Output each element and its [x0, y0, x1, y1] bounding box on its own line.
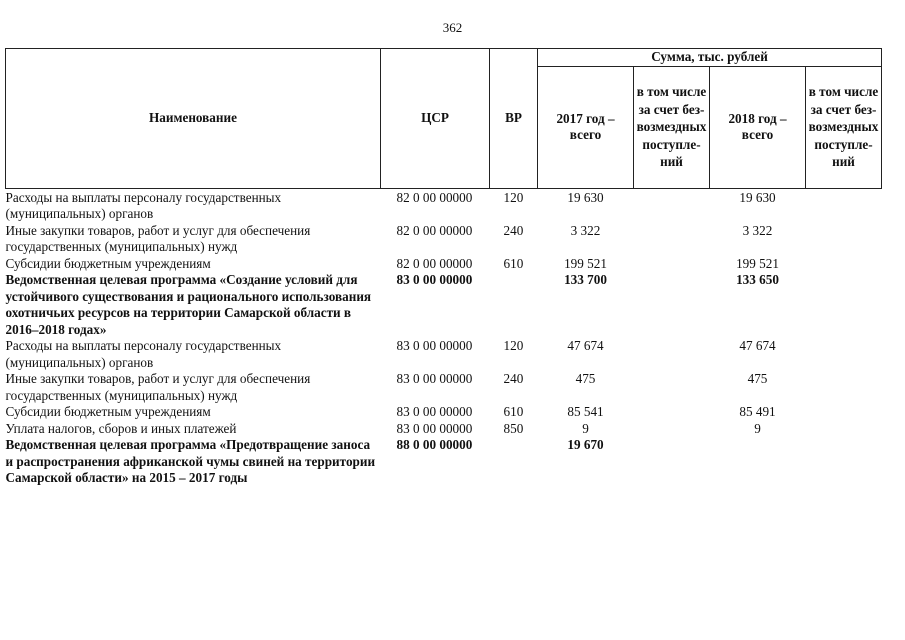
table-row	[6, 188, 882, 223]
row-2018-gratuitous	[806, 188, 882, 223]
table-body	[6, 188, 882, 487]
header-vr: ВР	[490, 49, 538, 189]
header-csr: ЦСР	[381, 49, 490, 189]
row-2018-gratuitous	[806, 256, 882, 273]
table-row	[6, 256, 882, 273]
row-2017-total: 3 322	[570, 222, 601, 238]
row-2017-gratuitous	[634, 421, 710, 438]
row-vr: 610	[503, 255, 524, 271]
page-number: 362	[442, 20, 463, 35]
table-row	[6, 223, 882, 256]
row-csr: 83 0 00 00000	[396, 338, 473, 353]
row-2018-total: 3 322	[742, 222, 773, 238]
row-2017-gratuitous	[634, 272, 710, 338]
row-2018-gratuitous	[806, 371, 882, 404]
row-2017-gratuitous	[634, 223, 710, 256]
row-vr: 240	[503, 371, 524, 386]
row-name: Расходы на выплаты персоналу государственных (муниципальных) органов	[5, 189, 282, 221]
row-name: Уплата налогов, сборов и иных платежей	[5, 420, 237, 436]
row-vr	[490, 272, 538, 338]
row-2017-total: 47 674	[567, 338, 604, 353]
row-2017-total: 19 630	[567, 189, 604, 205]
row-csr: 82 0 00 00000	[396, 189, 473, 205]
row-2017-gratuitous	[634, 371, 710, 404]
table-row	[6, 421, 882, 438]
table-row	[6, 371, 882, 404]
row-vr: 610	[503, 404, 524, 419]
header-name: Наименование	[6, 49, 381, 189]
row-2018-total	[710, 437, 806, 487]
table-header	[6, 49, 882, 189]
row-2017-total: 19 670	[567, 437, 604, 452]
row-2018-gratuitous	[806, 272, 882, 338]
row-name: Субсидии бюджетным учреждениям	[5, 255, 211, 271]
table-row	[6, 272, 882, 338]
row-csr: 83 0 00 00000	[396, 272, 473, 287]
row-2017-gratuitous	[634, 404, 710, 421]
row-2018-total: 475	[747, 371, 768, 386]
row-csr: 82 0 00 00000	[396, 255, 473, 271]
row-2018-total: 199 521	[736, 255, 779, 271]
row-2018-total: 85 491	[739, 404, 776, 419]
budget-table	[5, 48, 882, 487]
row-name: Иные закупки товаров, работ и услуг для обеспечения государственных (муниципальных) нужд	[5, 371, 311, 403]
row-2018-gratuitous	[806, 338, 882, 371]
row-2018-gratuitous	[806, 421, 882, 438]
row-name: Ведомственная целевая программа «Создание условий для устойчивого существования и рационального использования охотничьих ресурсов на территории Самарской области в 2016–2018 годах»	[5, 272, 372, 337]
row-name: Субсидии бюджетным учреждениям	[5, 404, 211, 419]
header-sum-group: Сумма, тыс. рублей	[538, 49, 882, 67]
header-2017-total: 2017 год – всего	[538, 66, 634, 188]
row-2017-gratuitous	[634, 188, 710, 223]
row-2018-total: 133 650	[736, 272, 779, 287]
row-name: Ведомственная целевая программа «Предотвращение заноса и распространения африканской чумы свиней на территории Самарской области» на 2015 – 2017 годы	[5, 437, 376, 485]
row-vr: 240	[503, 222, 524, 238]
row-csr: 83 0 00 00000	[396, 420, 473, 436]
row-2018-gratuitous	[806, 404, 882, 421]
row-2017-gratuitous	[634, 256, 710, 273]
row-2018-gratuitous	[806, 437, 882, 487]
row-2018-total: 9	[754, 420, 761, 436]
row-2017-total: 133 700	[564, 272, 607, 287]
row-csr: 82 0 00 00000	[396, 222, 473, 238]
table-row	[6, 437, 882, 487]
header-2018-gratuitous: в том числе за счет безвозмездных поступлений	[806, 66, 882, 188]
row-vr: 850	[503, 420, 524, 436]
row-vr: 120	[503, 338, 524, 353]
row-vr: 120	[503, 189, 524, 205]
row-2018-gratuitous	[806, 223, 882, 256]
row-2017-total: 475	[575, 371, 596, 386]
row-2017-total: 9	[582, 420, 589, 436]
header-2017-gratuitous: в том числе за счет безвозмездных поступлений	[634, 66, 710, 188]
header-2018-total: 2018 год – всего	[710, 66, 806, 188]
row-name: Расходы на выплаты персоналу государственных (муниципальных) органов	[5, 338, 282, 370]
row-2017-total: 85 541	[567, 404, 604, 419]
row-csr: 83 0 00 00000	[396, 371, 473, 386]
row-2017-gratuitous	[634, 437, 710, 487]
row-csr: 83 0 00 00000	[396, 404, 473, 419]
row-csr: 88 0 00 00000	[396, 437, 473, 452]
table-row	[6, 404, 882, 421]
row-name: Иные закупки товаров, работ и услуг для обеспечения государственных (муниципальных) нужд	[5, 222, 311, 254]
row-2018-total: 47 674	[739, 338, 776, 353]
row-2017-total: 199 521	[564, 255, 607, 271]
row-2018-total: 19 630	[739, 189, 776, 205]
row-2017-gratuitous	[634, 338, 710, 371]
table-row	[6, 338, 882, 371]
row-vr	[490, 437, 538, 487]
